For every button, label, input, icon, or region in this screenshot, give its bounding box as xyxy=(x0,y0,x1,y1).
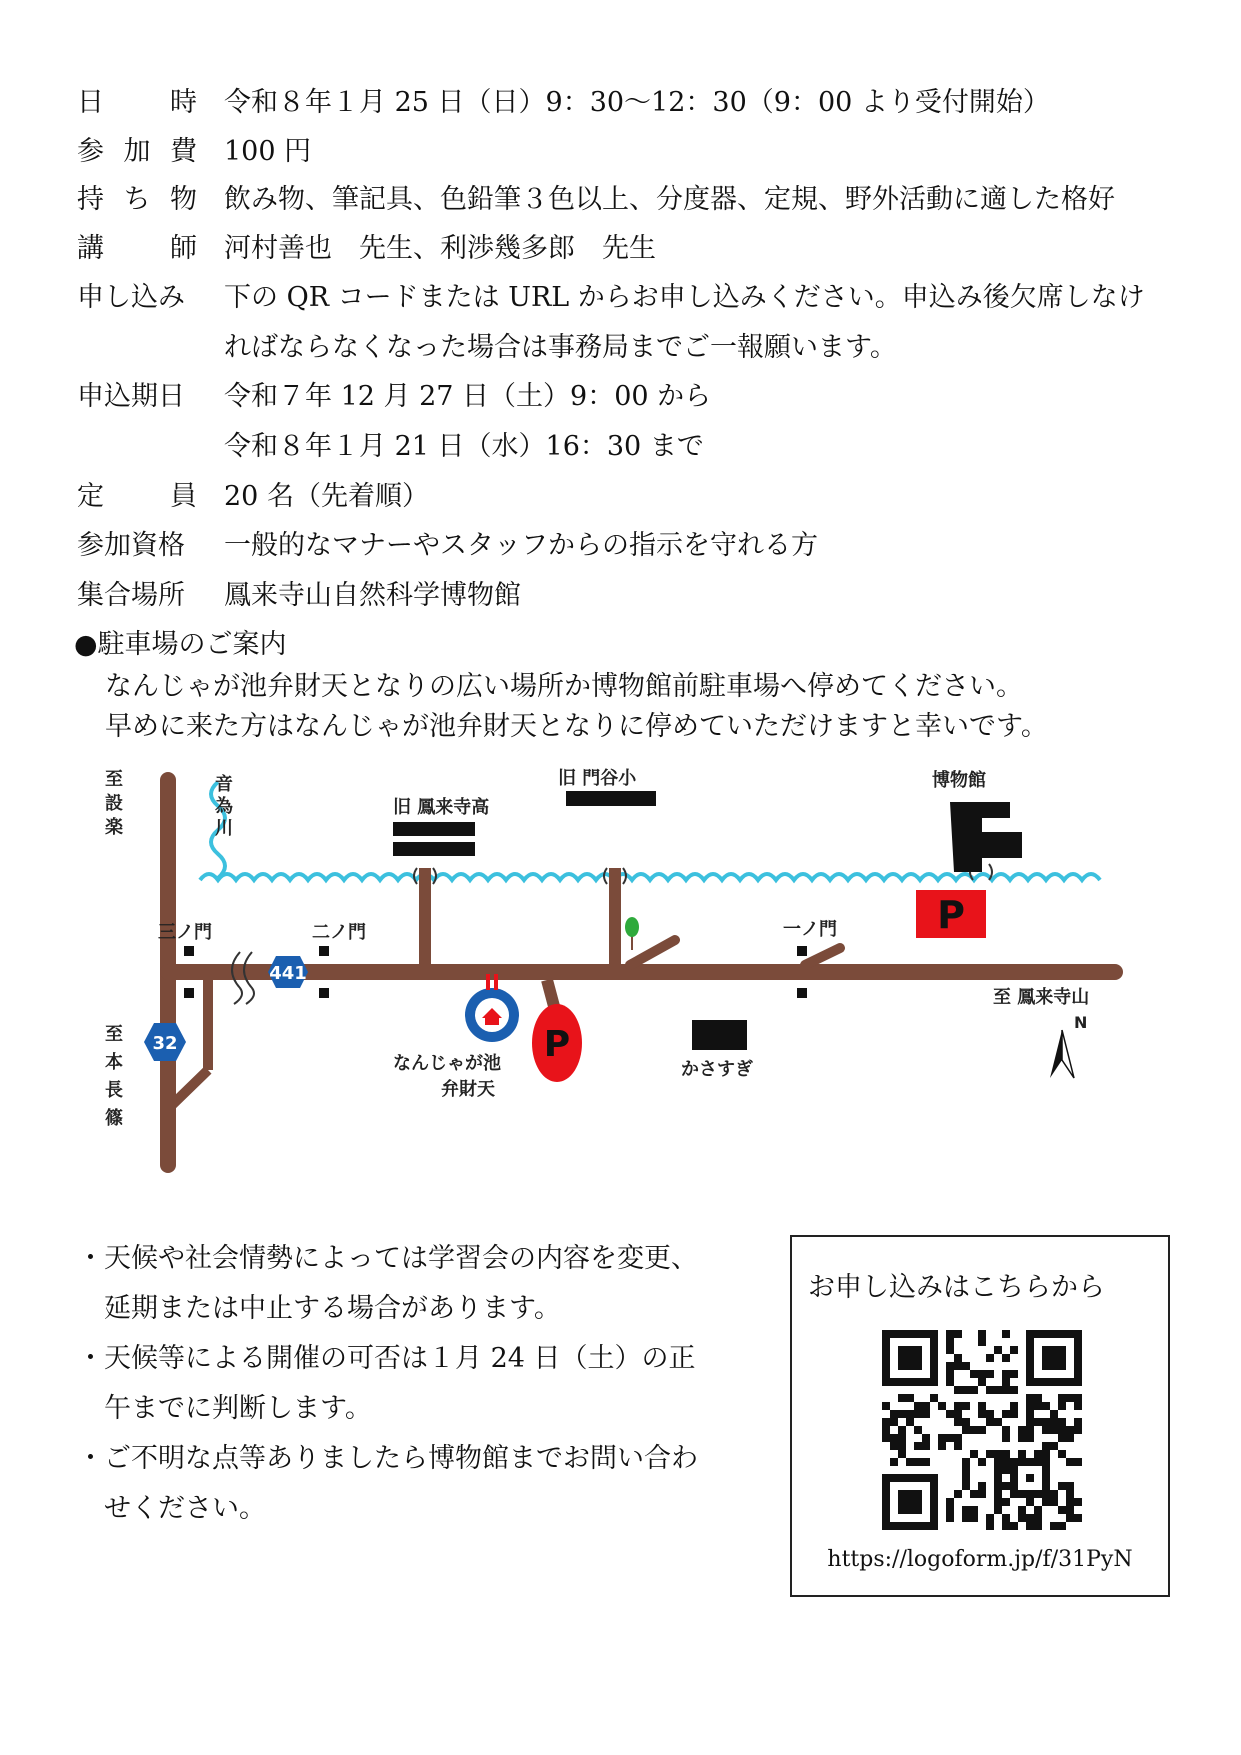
info-label xyxy=(77,232,197,266)
note-line: 午までに判断します。 xyxy=(77,1393,372,1424)
benzaiten-label-2: 弁財天 xyxy=(441,1079,495,1100)
info-label xyxy=(77,281,197,315)
parking-mark-2: P xyxy=(937,893,965,937)
gate-1-marker-2 xyxy=(797,988,807,998)
info-label-part: 費 xyxy=(170,136,197,167)
info-value: 令和８年１月 21 日（水）16：30 まで xyxy=(224,431,704,462)
application-title: お申し込みはこちらから xyxy=(808,1272,1105,1303)
info-label-part: 物 xyxy=(170,184,197,215)
info-value: 飲み物、筆記具、色鉛筆３色以上、分度器、定規、野外活動に適した格好 xyxy=(224,184,1115,215)
road-branch-1 xyxy=(630,940,675,965)
info-label-part: 加 xyxy=(123,136,151,167)
info-label xyxy=(77,135,197,169)
kasasugi-building xyxy=(692,1020,747,1050)
vertical-char: 川 xyxy=(215,818,233,839)
road-branch-2 xyxy=(805,948,840,965)
info-value: 20 名（先着順） xyxy=(224,481,429,512)
info-label-part: 集合場所 xyxy=(77,580,185,611)
gate-3-label: 三ノ門 xyxy=(158,922,212,943)
former-elementary-school xyxy=(566,791,656,806)
vertical-char: 至 xyxy=(105,1024,123,1045)
vertical-char: 音 xyxy=(215,774,233,795)
vertical-char: 為 xyxy=(215,796,233,817)
info-label xyxy=(77,183,197,217)
info-label-part: 参 xyxy=(77,136,104,167)
route-32-label: 32 xyxy=(152,1033,178,1054)
info-label xyxy=(77,480,197,514)
gate-1-label: 一ノ門 xyxy=(783,919,837,940)
parking-text-line-2: 早めに来た方はなんじゃが池弁財天となりに停めていただけますと幸いです。 xyxy=(105,711,1048,742)
gate-3-marker-1 xyxy=(184,946,194,956)
info-value: 下の QR コードまたは URL からお申し込みください。申込み後欠席しなけ xyxy=(224,282,1145,313)
parking-text-line-1: なんじゃが池弁財天となりの広い場所か博物館前駐車場へ停めてください。 xyxy=(105,671,1023,702)
info-value: ればならなくなった場合は事務局までご一報願います。 xyxy=(224,332,897,363)
tree-icon xyxy=(625,917,639,937)
gate-2-label: 二ノ門 xyxy=(312,922,366,943)
info-label-part: 申込期日 xyxy=(77,381,185,412)
info-label xyxy=(77,86,197,120)
notes-list xyxy=(77,1242,698,1542)
gate-2-marker-1 xyxy=(319,946,329,956)
info-value: 河村善也 先生、利渉幾多郎 先生 xyxy=(224,233,656,264)
vertical-char: 設 xyxy=(105,793,123,814)
application-box xyxy=(790,1235,1170,1597)
note-line: ・ご不明な点等ありましたら博物館までお問い合わ xyxy=(77,1443,698,1474)
vertical-char: 長 xyxy=(105,1080,123,1101)
former-elementary-label: 旧 門谷小 xyxy=(558,768,637,789)
note-line: せください。 xyxy=(77,1493,266,1524)
note-line: ・天候等による開催の可否は１月 24 日（土）の正 xyxy=(77,1343,696,1374)
vertical-char: 至 xyxy=(105,769,123,790)
gate-2-marker-2 xyxy=(319,988,329,998)
otowa-river-label xyxy=(215,773,233,839)
former-high-school-bar-2 xyxy=(393,842,475,856)
note-line: 延期または中止する場合があります。 xyxy=(77,1293,561,1324)
info-value: 鳳来寺山自然科学博物館 xyxy=(224,580,521,611)
north-arrow-icon xyxy=(1050,1030,1062,1078)
gate-1-marker-1 xyxy=(797,946,807,956)
vertical-char: 楽 xyxy=(105,817,123,838)
otowa-river-main xyxy=(200,874,1100,880)
info-label-part: 時 xyxy=(170,87,197,118)
museum-label: 博物館 xyxy=(932,770,986,791)
access-map xyxy=(100,760,1140,1180)
info-value: 100 円 xyxy=(224,136,312,167)
to-shitara-label xyxy=(105,769,123,838)
info-label-part: 講 xyxy=(77,233,104,264)
info-label-part: 日 xyxy=(77,87,104,118)
info-label-part: 参加資格 xyxy=(77,530,185,561)
info-value: 令和７年 12 月 27 日（土）9：00 から xyxy=(224,381,712,412)
info-label-part: ち xyxy=(123,184,151,215)
note-line: ・天候や社会情勢によっては学習会の内容を変更、 xyxy=(77,1243,698,1274)
former-high-school-label: 旧 鳳来寺高 xyxy=(393,797,490,818)
kasasugi-label: かさすぎ xyxy=(681,1059,753,1080)
info-label-part: 持 xyxy=(77,184,104,215)
info-label-part: 申し込み xyxy=(77,282,185,313)
info-label-part: 定 xyxy=(77,481,104,512)
former-high-school-bar-1 xyxy=(393,822,475,836)
vertical-char: 本 xyxy=(105,1052,123,1073)
info-value: 一般的なマナーやスタッフからの指示を守れる方 xyxy=(224,530,818,561)
gate-3-marker-2 xyxy=(184,988,194,998)
to-horaijisan-label: 至 鳳来寺山 xyxy=(993,987,1090,1008)
north-label: N xyxy=(1074,1013,1088,1032)
info-value: 令和８年１月 25 日（日）9：30～12：30（9：00 より受付開始） xyxy=(224,87,1050,118)
museum-building xyxy=(950,802,1022,872)
parking-heading: ●駐車場のご案内 xyxy=(74,629,287,660)
info-label-part: 師 xyxy=(170,233,197,264)
info-label xyxy=(77,529,197,563)
info-label xyxy=(77,579,197,613)
application-url[interactable]: https://logoform.jp/f/31PyN xyxy=(827,1547,1133,1572)
to-motonagashino-label xyxy=(105,1024,123,1129)
parking-mark-1: P xyxy=(543,1024,571,1065)
side-road-2 xyxy=(172,1070,208,1105)
info-label xyxy=(77,380,197,414)
vertical-char: 篠 xyxy=(105,1108,123,1129)
route-441-label: 441 xyxy=(269,963,307,984)
info-label-part: 員 xyxy=(170,481,197,512)
qr-code-icon[interactable] xyxy=(882,1330,1082,1530)
benzaiten-label-1: なんじゃが池 xyxy=(393,1053,501,1074)
